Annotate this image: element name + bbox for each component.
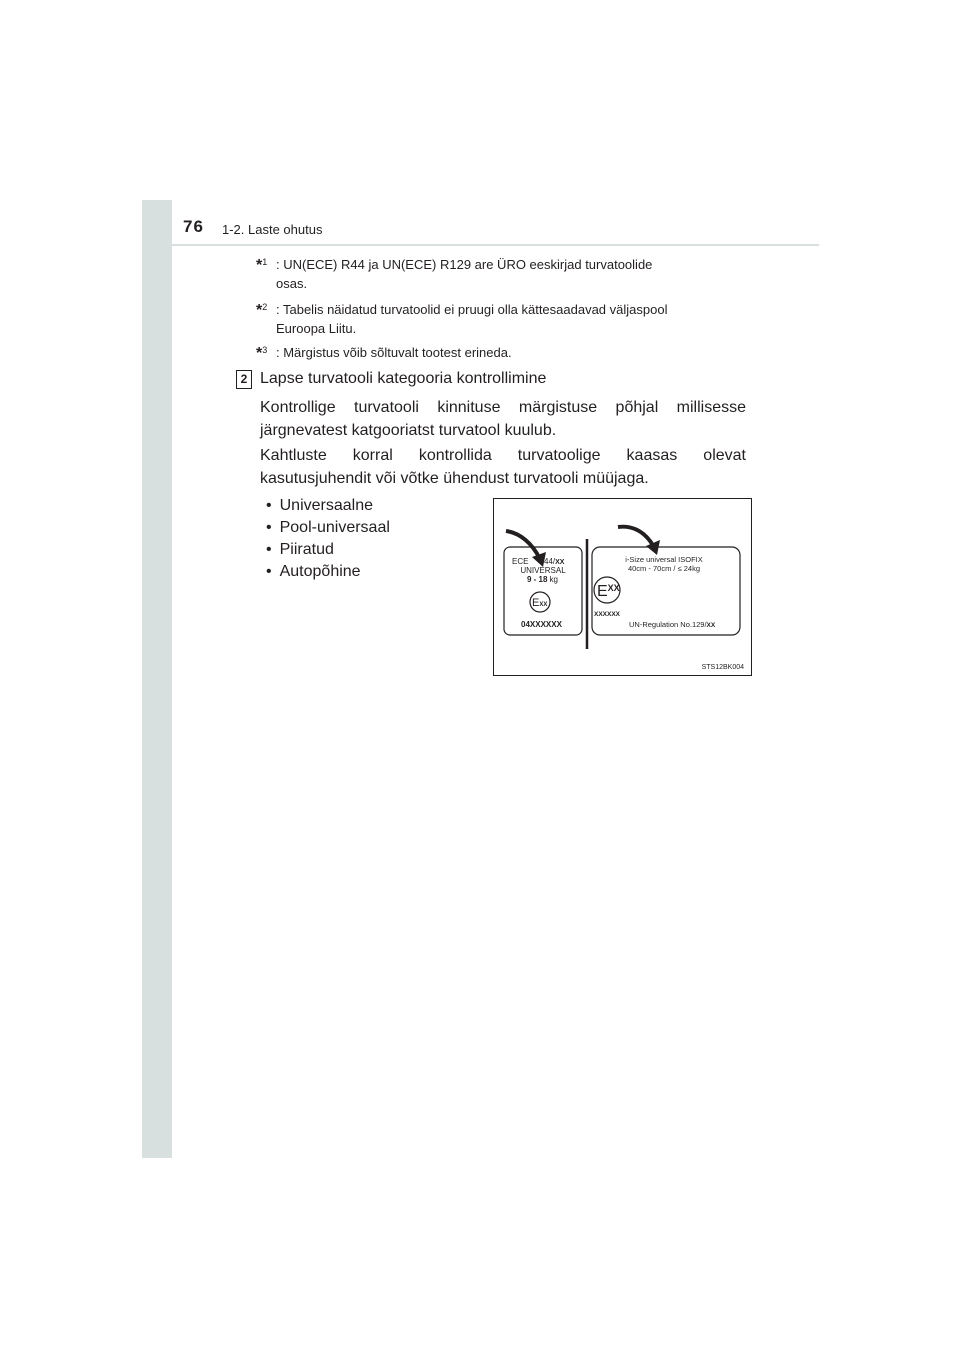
section-title: 1-2. Laste ohutus [222, 222, 323, 237]
footnote-2 [256, 300, 746, 338]
page-number: 76 [183, 217, 204, 236]
r129-size-text: 40cm - 70cm / ≤ 24kg [627, 564, 701, 573]
r44-approval-code: 04XXXXXX [521, 620, 562, 629]
category-item: • Piiratud [266, 539, 390, 561]
margin-band [142, 200, 172, 1158]
footnote-1 [256, 255, 746, 293]
step-heading: Lapse turvatooli kategooria kontrollimine [260, 370, 547, 387]
r129-approval-code: XXXXXX [594, 611, 621, 618]
r44-universal-text: UNIVERSAL [520, 566, 566, 575]
category-list [266, 495, 390, 583]
category-item: • Pool-universaal [266, 517, 390, 539]
r44-ece-text: ECE [512, 557, 529, 566]
footnote-mark: *$^2$ [256, 302, 268, 319]
footnote-text: : UN(ECE) R44 ja UN(ECE) R129 are ÜRO eeskirjad turvatoolide [276, 257, 653, 272]
r44-weight-text: 9 - 18 kg [527, 575, 558, 584]
r129-regulation-text: UN-Regulation No.129/XX [629, 620, 716, 629]
category-item: • Autopõhine [266, 561, 390, 583]
approval-label-figure [493, 498, 752, 676]
footnote-3 [256, 343, 746, 362]
r44-e-mark-text: EXX [532, 597, 548, 609]
r44-regulation-text: 44/XX [544, 557, 565, 566]
step-paragraph-2: Kahtluste korral kontrollida turvatoolige kaasas olevat kasutusjuhendit või võtke ühendust turvatooli müüjaga. [260, 447, 746, 487]
r129-e-mark-text: $E^{XX}$ [597, 583, 620, 600]
footnote-text-cont: osas. [276, 276, 308, 291]
step-number-badge: 2 [236, 370, 252, 389]
footnote-text: : Tabelis näidatud turvatoolid ei pruugi olla kättesaadavad väljaspool [276, 302, 668, 317]
footnote-text: : Märgistus võib sõltuvalt tootest erineda. [276, 345, 512, 360]
footnote-text-cont: Euroopa Liitu. [276, 321, 357, 336]
footnote-mark: *$^1$ [256, 257, 268, 274]
approval-label-illustration [494, 499, 751, 675]
step-paragraph-1: Kontrollige turvatooli kinnituse märgistuse põhjal millisesse järgnevatest katgooriatst turvatool kuulub. [260, 399, 746, 439]
category-item: • Universaalne [266, 495, 390, 517]
r129-isize-text: i-Size universal ISOFIX [625, 555, 703, 564]
footnote-mark: *$^3$ [256, 345, 268, 362]
arrow-right-icon [618, 527, 654, 547]
figure-id: STS12BK004 [701, 664, 744, 671]
